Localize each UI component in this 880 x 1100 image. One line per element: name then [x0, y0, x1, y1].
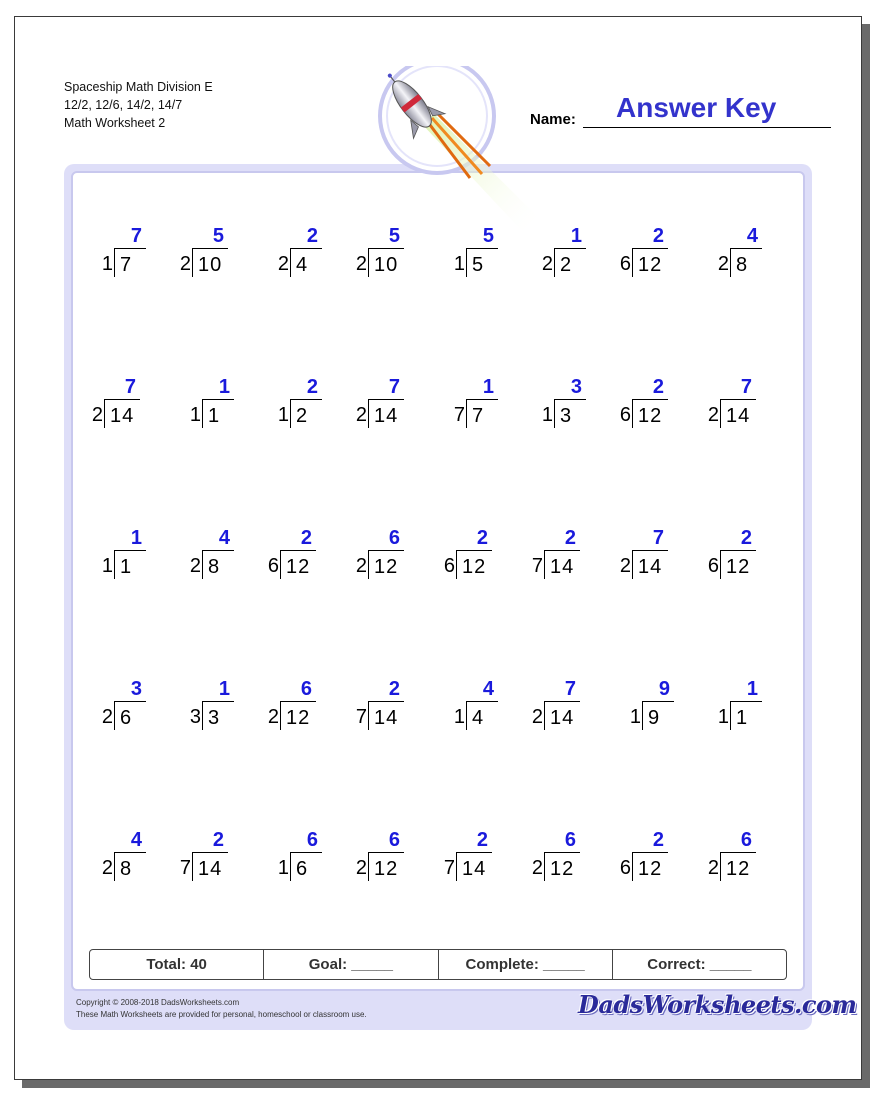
dividend: 6 — [290, 852, 322, 881]
dividend: 2 — [290, 399, 322, 428]
division-problem — [612, 225, 692, 295]
divisor: 6 — [443, 555, 455, 577]
division-problem — [84, 829, 164, 899]
divisor: 6 — [267, 555, 279, 577]
answer-quotient: 2 — [306, 376, 318, 398]
answer-quotient: 6 — [564, 829, 576, 851]
divisor: 2 — [717, 253, 729, 275]
divisor: 2 — [619, 555, 631, 577]
divisor: 2 — [355, 857, 367, 879]
dividend: 14 — [544, 701, 580, 730]
division-problem — [260, 225, 340, 295]
dividend: 14 — [192, 852, 228, 881]
answer-quotient: 7 — [388, 376, 400, 398]
divisor: 7 — [355, 706, 367, 728]
answer-quotient: 1 — [218, 376, 230, 398]
dividend: 3 — [202, 701, 234, 730]
dividend: 12 — [720, 550, 756, 579]
divisor: 1 — [717, 706, 729, 728]
answer-quotient: 2 — [306, 225, 318, 247]
division-problem — [436, 527, 516, 597]
dividend: 1 — [202, 399, 234, 428]
correct-cell: Correct: _____ — [647, 956, 752, 973]
divisor: 6 — [707, 555, 719, 577]
divisor: 1 — [277, 857, 289, 879]
answer-quotient: 2 — [212, 829, 224, 851]
answer-quotient: 4 — [130, 829, 142, 851]
divisor: 1 — [629, 706, 641, 728]
division-problem — [348, 376, 428, 446]
division-problem — [700, 829, 780, 899]
divisor: 2 — [355, 555, 367, 577]
divisor: 2 — [277, 253, 289, 275]
divisor: 1 — [277, 404, 289, 426]
divisor: 2 — [189, 555, 201, 577]
answer-quotient: 2 — [652, 225, 664, 247]
worksheet-facts: 12/2, 12/6, 14/2, 14/7 — [64, 98, 183, 112]
division-problem — [260, 376, 340, 446]
divisor: 2 — [541, 253, 553, 275]
complete-cell: Complete: _____ — [439, 950, 613, 979]
copyright-notice — [76, 997, 367, 1021]
divisor: 6 — [619, 404, 631, 426]
dividend: 12 — [368, 852, 404, 881]
answer-quotient: 6 — [740, 829, 752, 851]
answer-quotient: 1 — [218, 678, 230, 700]
divisor: 1 — [453, 253, 465, 275]
answer-quotient: 1 — [482, 376, 494, 398]
division-problem — [172, 376, 252, 446]
answer-quotient: 3 — [130, 678, 142, 700]
answer-quotient: 5 — [212, 225, 224, 247]
divisor: 2 — [531, 706, 543, 728]
answer-quotient: 7 — [124, 376, 136, 398]
dividend: 14 — [544, 550, 580, 579]
division-problem — [524, 225, 604, 295]
dividend: 8 — [114, 852, 146, 881]
divisor: 2 — [179, 253, 191, 275]
division-problem — [348, 225, 428, 295]
dividend: 14 — [632, 550, 668, 579]
division-problem — [436, 225, 516, 295]
answer-quotient: 2 — [652, 376, 664, 398]
division-problem — [84, 527, 164, 597]
dividend: 12 — [368, 550, 404, 579]
answer-quotient: 4 — [218, 527, 230, 549]
division-problem — [524, 829, 604, 899]
dividend: 12 — [544, 852, 580, 881]
division-problem — [700, 376, 780, 446]
divisor: 2 — [707, 857, 719, 879]
division-problem — [612, 678, 692, 748]
division-problem — [172, 225, 252, 295]
dividend: 12 — [632, 248, 668, 277]
divisor: 6 — [619, 857, 631, 879]
division-problem — [172, 527, 252, 597]
answer-quotient: 2 — [652, 829, 664, 851]
dividend: 1 — [114, 550, 146, 579]
worksheet-subtitle: Math Worksheet 2 — [64, 116, 166, 130]
division-problem — [524, 527, 604, 597]
division-problem — [172, 678, 252, 748]
division-problem — [84, 225, 164, 295]
usage-line: These Math Worksheets are provided for personal, homeschool or classroom use. — [76, 1010, 367, 1019]
answer-quotient: 7 — [130, 225, 142, 247]
name-label: Name: — [530, 111, 576, 128]
answer-quotient: 7 — [564, 678, 576, 700]
answer-quotient: 1 — [746, 678, 758, 700]
dividend: 12 — [456, 550, 492, 579]
dividend: 9 — [642, 701, 674, 730]
answer-quotient: 2 — [476, 829, 488, 851]
answer-quotient: 5 — [388, 225, 400, 247]
division-problem — [700, 527, 780, 597]
dividend: 14 — [456, 852, 492, 881]
answer-quotient: 1 — [130, 527, 142, 549]
divisor: 7 — [453, 404, 465, 426]
divisor: 7 — [443, 857, 455, 879]
divisor: 2 — [101, 857, 113, 879]
dividend: 2 — [554, 248, 586, 277]
divisor: 1 — [541, 404, 553, 426]
answer-quotient: 2 — [388, 678, 400, 700]
division-problem — [348, 527, 428, 597]
dividend: 14 — [720, 399, 756, 428]
answer-quotient: 5 — [482, 225, 494, 247]
dividend: 7 — [466, 399, 498, 428]
dividend: 12 — [280, 701, 316, 730]
dividend: 7 — [114, 248, 146, 277]
division-problem — [524, 376, 604, 446]
dividend: 14 — [104, 399, 140, 428]
dividend: 12 — [720, 852, 756, 881]
division-problem — [348, 829, 428, 899]
divisor: 1 — [101, 555, 113, 577]
division-problem — [260, 527, 340, 597]
divisor: 3 — [189, 706, 201, 728]
dividend: 3 — [554, 399, 586, 428]
divisor: 2 — [267, 706, 279, 728]
division-problem — [84, 376, 164, 446]
dividend: 5 — [466, 248, 498, 277]
division-problem — [260, 678, 340, 748]
answer-quotient: 9 — [658, 678, 670, 700]
answer-quotient: 1 — [570, 225, 582, 247]
divisor: 2 — [531, 857, 543, 879]
total-cell: Total: 40 — [90, 950, 264, 979]
answer-quotient: 4 — [482, 678, 494, 700]
answer-quotient: 6 — [388, 829, 400, 851]
dividend: 14 — [368, 701, 404, 730]
dividend: 8 — [202, 550, 234, 579]
divisor: 2 — [707, 404, 719, 426]
divisor: 1 — [189, 404, 201, 426]
division-problem — [84, 678, 164, 748]
copyright-line: Copyright © 2008-2018 DadsWorksheets.com — [76, 998, 240, 1007]
dividend: 10 — [368, 248, 404, 277]
answer-quotient: 6 — [388, 527, 400, 549]
division-problem — [436, 678, 516, 748]
divisor: 1 — [101, 253, 113, 275]
division-problem — [612, 376, 692, 446]
answer-quotient: 2 — [476, 527, 488, 549]
divisor: 2 — [101, 706, 113, 728]
answer-quotient: 3 — [570, 376, 582, 398]
answer-quotient: 7 — [740, 376, 752, 398]
goal-cell: Goal: _____ — [264, 950, 438, 979]
answer-quotient: 6 — [300, 678, 312, 700]
dividend: 6 — [114, 701, 146, 730]
divisor: 6 — [619, 253, 631, 275]
divisor: 1 — [453, 706, 465, 728]
divisor: 2 — [355, 404, 367, 426]
division-problem — [436, 829, 516, 899]
answer-quotient: 2 — [740, 527, 752, 549]
divisor: 2 — [355, 253, 367, 275]
division-problem — [348, 678, 428, 748]
division-problem — [436, 376, 516, 446]
division-problem — [700, 678, 780, 748]
answer-quotient: 7 — [652, 527, 664, 549]
answer-key-label: Answer Key — [616, 92, 777, 123]
dividend: 10 — [192, 248, 228, 277]
dividend: 12 — [280, 550, 316, 579]
dividend: 1 — [730, 701, 762, 730]
divisor: 7 — [531, 555, 543, 577]
division-problem — [700, 225, 780, 295]
dividend: 12 — [632, 399, 668, 428]
division-problem — [260, 829, 340, 899]
score-bar — [89, 949, 787, 980]
worksheet-title: Spaceship Math Division E — [64, 80, 213, 94]
answer-quotient: 6 — [306, 829, 318, 851]
answer-quotient: 2 — [564, 527, 576, 549]
divisor: 2 — [91, 404, 103, 426]
divisor: 7 — [179, 857, 191, 879]
answer-quotient: 2 — [300, 527, 312, 549]
answer-quotient: 4 — [746, 225, 758, 247]
dividend: 4 — [290, 248, 322, 277]
division-problem — [172, 829, 252, 899]
division-problem — [524, 678, 604, 748]
dividend: 14 — [368, 399, 404, 428]
dividend: 12 — [632, 852, 668, 881]
brand-logo: DadsWorksheets.com — [578, 990, 857, 1019]
division-problem — [612, 527, 692, 597]
dividend: 8 — [730, 248, 762, 277]
dividend: 4 — [466, 701, 498, 730]
division-problem — [612, 829, 692, 899]
